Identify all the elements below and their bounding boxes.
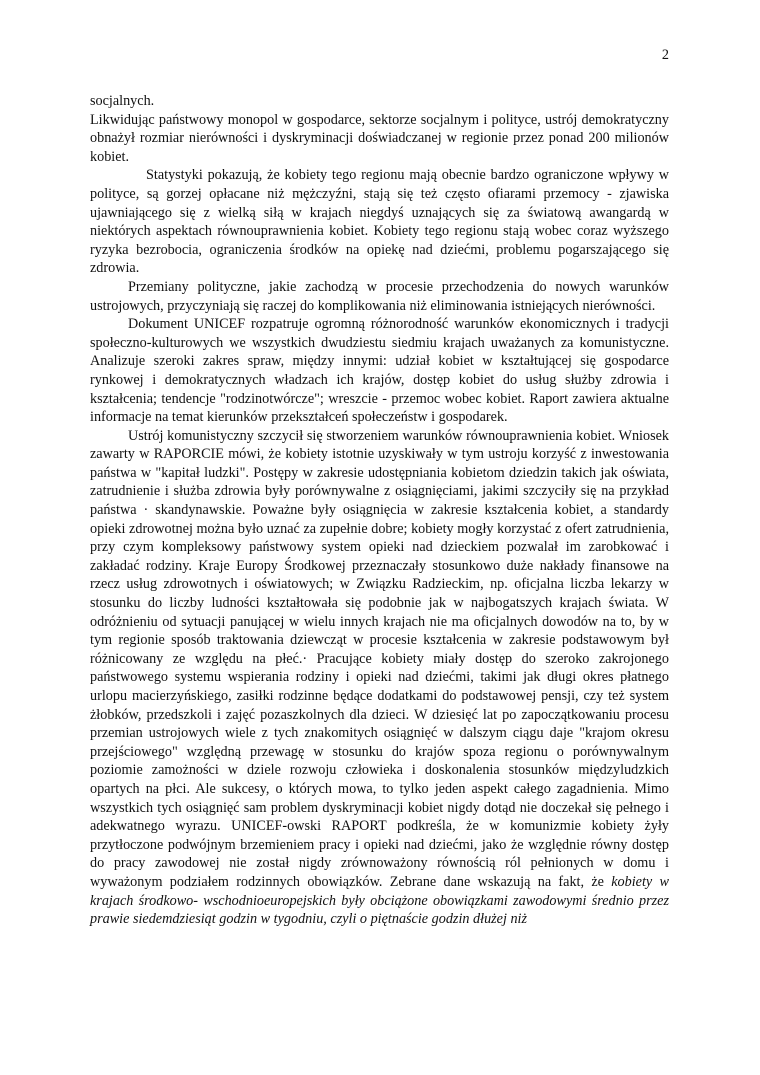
body-text bbox=[90, 92, 669, 929]
paragraph: Statystyki pokazują, że kobiety tego regionu mają obecnie bardzo ograniczone wpływy w polityce, są gorzej opłacane niż mężczyźni, stają się też często ofiarami przemocy - zjawiska ujawniającego się z wielką siłą w krajach niegdyś uznających się za światową awangardą w niektórych aspektach równouprawnienia kobiet. Kobiety tego regionu stają wobec coraz wyższego ryzyka bezrobocia, ograniczenia środków na opiekę nad dziećmi, problemu pogarszającego się zdrowia. bbox=[90, 167, 669, 277]
paragraph bbox=[90, 427, 669, 929]
paragraph-text: Ustrój komunistyczny szczycił się stworzeniem warunków równouprawnienia kobiet. Wniosek zawarty w RAPORCIE mówi, że kobiety istotnie uzyskiwały w tym ustroju korzyść z inwestowania państwa w "kapitał ludzki". Postępy w zakresie udostępniania kobietom dziedzin takich jak oświata, zatrudnienie i służba zdrowia były porównywalne z osiągnięciami, jakimi szczyciły się na przykład państwa · skandynawskie. Poważne były osiągnięcia w zakresie kształcenia kobiet, a standardy opieki zdrowotnej można było uznać za zupełnie dobre; kobiety mogły korzystać z ofert zatrudnienia, przy czym kompleksowy państwowy system opieki nad dzieckiem pozwalał im zarobkować i zakładać rodziny. Kraje Europy Środkowej przeznaczały stosunkowo duże nakłady finansowe na rzecz usług zdrowotnych i oświatowych; w Związku Radzieckim, np. oficjalna liczba lekarzy w stosunku do liczby ludności kształtowała się podobnie jak w najbogatszych krajach świata. W odróżnieniu od sytuacji panującej w wielu innych krajach nie ma oficjalnych dowodów na to, by w tym regionie sposób traktowania dziewcząt w procesie kształcenia w zakresie podstawowym był różnicowany ze względu na płeć.· Pracujące kobiety miały dostęp do szeroko zakrojonego państwowego systemu wspierania rodziny i opieki nad dziećmi, takimi jak długi okres płatnego urlopu macierzyńskiego, zasiłki rodzinne będące dodatkami do podstawowej pensji, czy też system żłobków, przedszkoli i zajęć pozaszkolnych dla dzieci. W dziesięć lat po zapoczątkowaniu procesu przemian ustrojowych wiele z tych znakomitych osiągnięć w dalszym ciągu daje "krajom okresu przejściowego" względną przewagę w stosunku do krajów spoza regionu o porównywalnym poziomie zamożności w dziele rozwoju człowieka i doskonalenia stosunków międzyludzkich opartych na płci. Ale sukcesy, o których mowa, to tylko jeden aspekt całego zagadnienia. Mimo wszystkich tych osiągnięć sam problem dyskryminacji kobiet nigdy dotąd nie doczekał się pełnego i adekwatnego wyrazu. UNICEF-owski RAPORT podkreśla, że w komunizmie kobiety żyły przytłoczone podwójnym brzemieniem pracy i opieki nad dziećmi, jako że względnie równy dostęp do pracy zawodowej nie został nigdy zrównoważony równością ról pełnionych w domu i wyważonym podziałem rodzinnych obowiązków. Zebrane dane wskazują na fakt, że bbox=[90, 427, 669, 890]
paragraph: Przemiany polityczne, jakie zachodzą w procesie przechodzenia do nowych warunków ustrojowych, przyczyniają się raczej do komplikowania niż eliminowania istniejących nierówności. bbox=[90, 278, 669, 314]
page-number: 2 bbox=[661, 47, 669, 63]
paragraph: Dokument UNICEF rozpatruje ogromną różnorodność warunków ekonomicznych i tradycji społeczno-kulturowych we wszystkich dwudziestu siedmiu krajach uważanych za komunistyczne. Analizuje szeroki zakres spraw, między innymi: udział kobiet w kształtującej się gospodarce rynkowej i demokratycznych władzach ich krajów, dostęp kobiet do usług służby zdrowia i kształcenia; tendencje "rodzinotwórcze"; wreszcie - przemoc wobec kobiet. Raport zawiera aktualne informacje na temat kierunków przekształceń społeczeństw i gospodarek. bbox=[90, 316, 669, 426]
paragraph: Likwidując państwowy monopol w gospodarce, sektorze socjalnym i polityce, ustrój demokratyczny obnażył rozmiar nierówności i dyskryminacji doświadczanej w regionie przez ponad 200 milionów kobiet. bbox=[90, 111, 669, 165]
paragraph: socjalnych. bbox=[90, 93, 155, 109]
italic-emphasis: kobiety w krajach środkowo- wschodnioeuropejskich były obciążone obowiązkami zawodowymi średnio przez prawie siedemdziesiąt godzin w tygodniu, czyli o piętnaście godzin dłużej niż bbox=[90, 873, 669, 928]
